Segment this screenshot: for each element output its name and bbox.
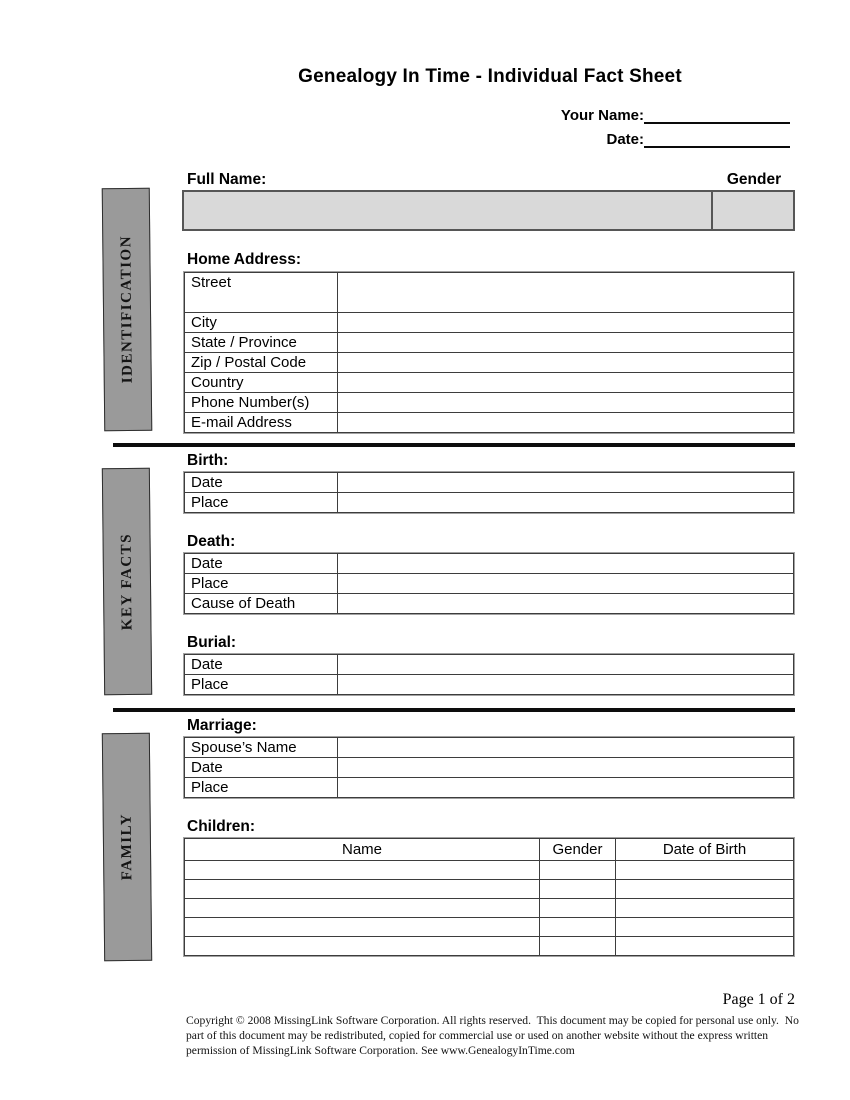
burial-table (183, 653, 795, 696)
child-name-input-cell[interactable] (185, 918, 540, 937)
sidebar-tab-identification-label: IDENTIFICATION (117, 235, 136, 384)
row-label-email: E-mail Address (185, 413, 338, 433)
full-name-box (182, 190, 795, 231)
row-label-state-province: State / Province (185, 333, 338, 353)
table-row (185, 373, 794, 393)
page-title: Genealogy In Time - Individual Fact Sheet (298, 66, 682, 87)
section-divider (113, 443, 795, 447)
cause-of-death-input-cell[interactable] (338, 594, 794, 614)
sidebar-tab-family (102, 733, 152, 961)
child-name-input-cell[interactable] (185, 880, 540, 899)
table-row (185, 899, 794, 918)
table-row (185, 413, 794, 433)
date-field (606, 131, 790, 148)
child-name-input-cell[interactable] (185, 937, 540, 956)
table-row (185, 738, 794, 758)
row-label-cause-of-death: Cause of Death (185, 594, 338, 614)
row-label-country: Country (185, 373, 338, 393)
birth-table (183, 471, 795, 514)
full-name-input-cell[interactable] (184, 192, 713, 229)
table-row (185, 493, 794, 513)
child-gender-input-cell[interactable] (540, 937, 616, 956)
child-dob-input-cell[interactable] (616, 899, 794, 918)
table-row (185, 353, 794, 373)
your-name-label: Your Name: (560, 107, 644, 124)
gender-input-cell[interactable] (713, 192, 793, 229)
home-address-table (183, 271, 795, 434)
date-label: Date: (606, 131, 644, 148)
spouse-name-input-cell[interactable] (338, 738, 794, 758)
row-label-burial-date: Date (185, 655, 338, 675)
row-label-birth-place: Place (185, 493, 338, 513)
table-row (185, 473, 794, 493)
burial-date-input-cell[interactable] (338, 655, 794, 675)
table-row (185, 778, 794, 798)
phone-input-cell[interactable] (338, 393, 794, 413)
row-label-death-place: Place (185, 574, 338, 594)
table-row (185, 937, 794, 956)
burial-place-input-cell[interactable] (338, 675, 794, 695)
row-label-marriage-place: Place (185, 778, 338, 798)
your-name-input-line[interactable] (644, 108, 790, 124)
row-label-death-date: Date (185, 554, 338, 574)
sidebar-tab-key-facts (102, 468, 152, 695)
section-divider (113, 708, 795, 712)
row-label-street: Street (185, 273, 338, 313)
copyright-notice (186, 1013, 800, 1058)
copyright-line: Copyright © 2008 MissingLink Software Corporation. All rights reserved. This document may be copied for personal use only. No (186, 1014, 799, 1027)
table-row (185, 861, 794, 880)
children-label: Children: (187, 818, 256, 835)
page-number: Page 1 of 2 (722, 991, 795, 1008)
child-gender-input-cell[interactable] (540, 880, 616, 899)
child-dob-input-cell[interactable] (616, 861, 794, 880)
row-label-phone: Phone Number(s) (185, 393, 338, 413)
table-row (185, 574, 794, 594)
table-row (185, 273, 794, 313)
street-input-cell[interactable] (338, 273, 794, 313)
row-label-spouse-name: Spouse’s Name (185, 738, 338, 758)
row-label-marriage-date: Date (185, 758, 338, 778)
death-place-input-cell[interactable] (338, 574, 794, 594)
children-header-row (185, 839, 794, 861)
children-column-gender: Gender (540, 839, 616, 861)
child-dob-input-cell[interactable] (616, 880, 794, 899)
child-dob-input-cell[interactable] (616, 937, 794, 956)
children-column-date-of-birth: Date of Birth (616, 839, 794, 861)
death-label: Death: (187, 533, 236, 550)
table-row (185, 675, 794, 695)
full-name-label: Full Name: (187, 171, 267, 188)
child-name-input-cell[interactable] (185, 899, 540, 918)
email-input-cell[interactable] (338, 413, 794, 433)
sidebar-tab-family-label: FAMILY (118, 813, 135, 881)
your-name-field (561, 107, 790, 124)
table-row (185, 758, 794, 778)
table-row (185, 393, 794, 413)
city-input-cell[interactable] (338, 313, 794, 333)
birth-date-input-cell[interactable] (338, 473, 794, 493)
copyright-line: permission of MissingLink Software Corporation. See www.GenealogyInTime.com (186, 1044, 575, 1058)
table-row (185, 918, 794, 937)
table-row (185, 594, 794, 614)
zip-postal-input-cell[interactable] (338, 353, 794, 373)
country-input-cell[interactable] (338, 373, 794, 393)
date-input-line[interactable] (644, 132, 790, 148)
death-table (183, 552, 795, 615)
marriage-place-input-cell[interactable] (338, 778, 794, 798)
marriage-label: Marriage: (187, 717, 257, 734)
sidebar-tab-identification (102, 188, 153, 431)
gender-label: Gender (726, 171, 782, 188)
child-dob-input-cell[interactable] (616, 918, 794, 937)
home-address-label: Home Address: (187, 251, 301, 268)
row-label-zip-postal: Zip / Postal Code (185, 353, 338, 373)
child-gender-input-cell[interactable] (540, 899, 616, 918)
birth-label: Birth: (187, 452, 229, 469)
birth-place-input-cell[interactable] (338, 493, 794, 513)
children-table (183, 837, 795, 957)
sidebar-tab-key-facts-label: KEY FACTS (117, 532, 136, 631)
child-gender-input-cell[interactable] (540, 861, 616, 880)
table-row (185, 655, 794, 675)
death-date-input-cell[interactable] (338, 554, 794, 574)
row-label-burial-place: Place (185, 675, 338, 695)
state-province-input-cell[interactable] (338, 333, 794, 353)
table-row (185, 313, 794, 333)
marriage-date-input-cell[interactable] (338, 758, 794, 778)
row-label-city: City (185, 313, 338, 333)
children-column-name: Name (185, 839, 540, 861)
child-name-input-cell[interactable] (185, 861, 540, 880)
marriage-table (183, 736, 795, 799)
burial-label: Burial: (187, 634, 237, 651)
copyright-line: part of this document may be redistributed, copied for commercial use or used on another website without the express written (186, 1029, 769, 1043)
table-row (185, 880, 794, 899)
table-row (185, 333, 794, 353)
row-label-birth-date: Date (185, 473, 338, 493)
table-row (185, 554, 794, 574)
child-gender-input-cell[interactable] (540, 918, 616, 937)
